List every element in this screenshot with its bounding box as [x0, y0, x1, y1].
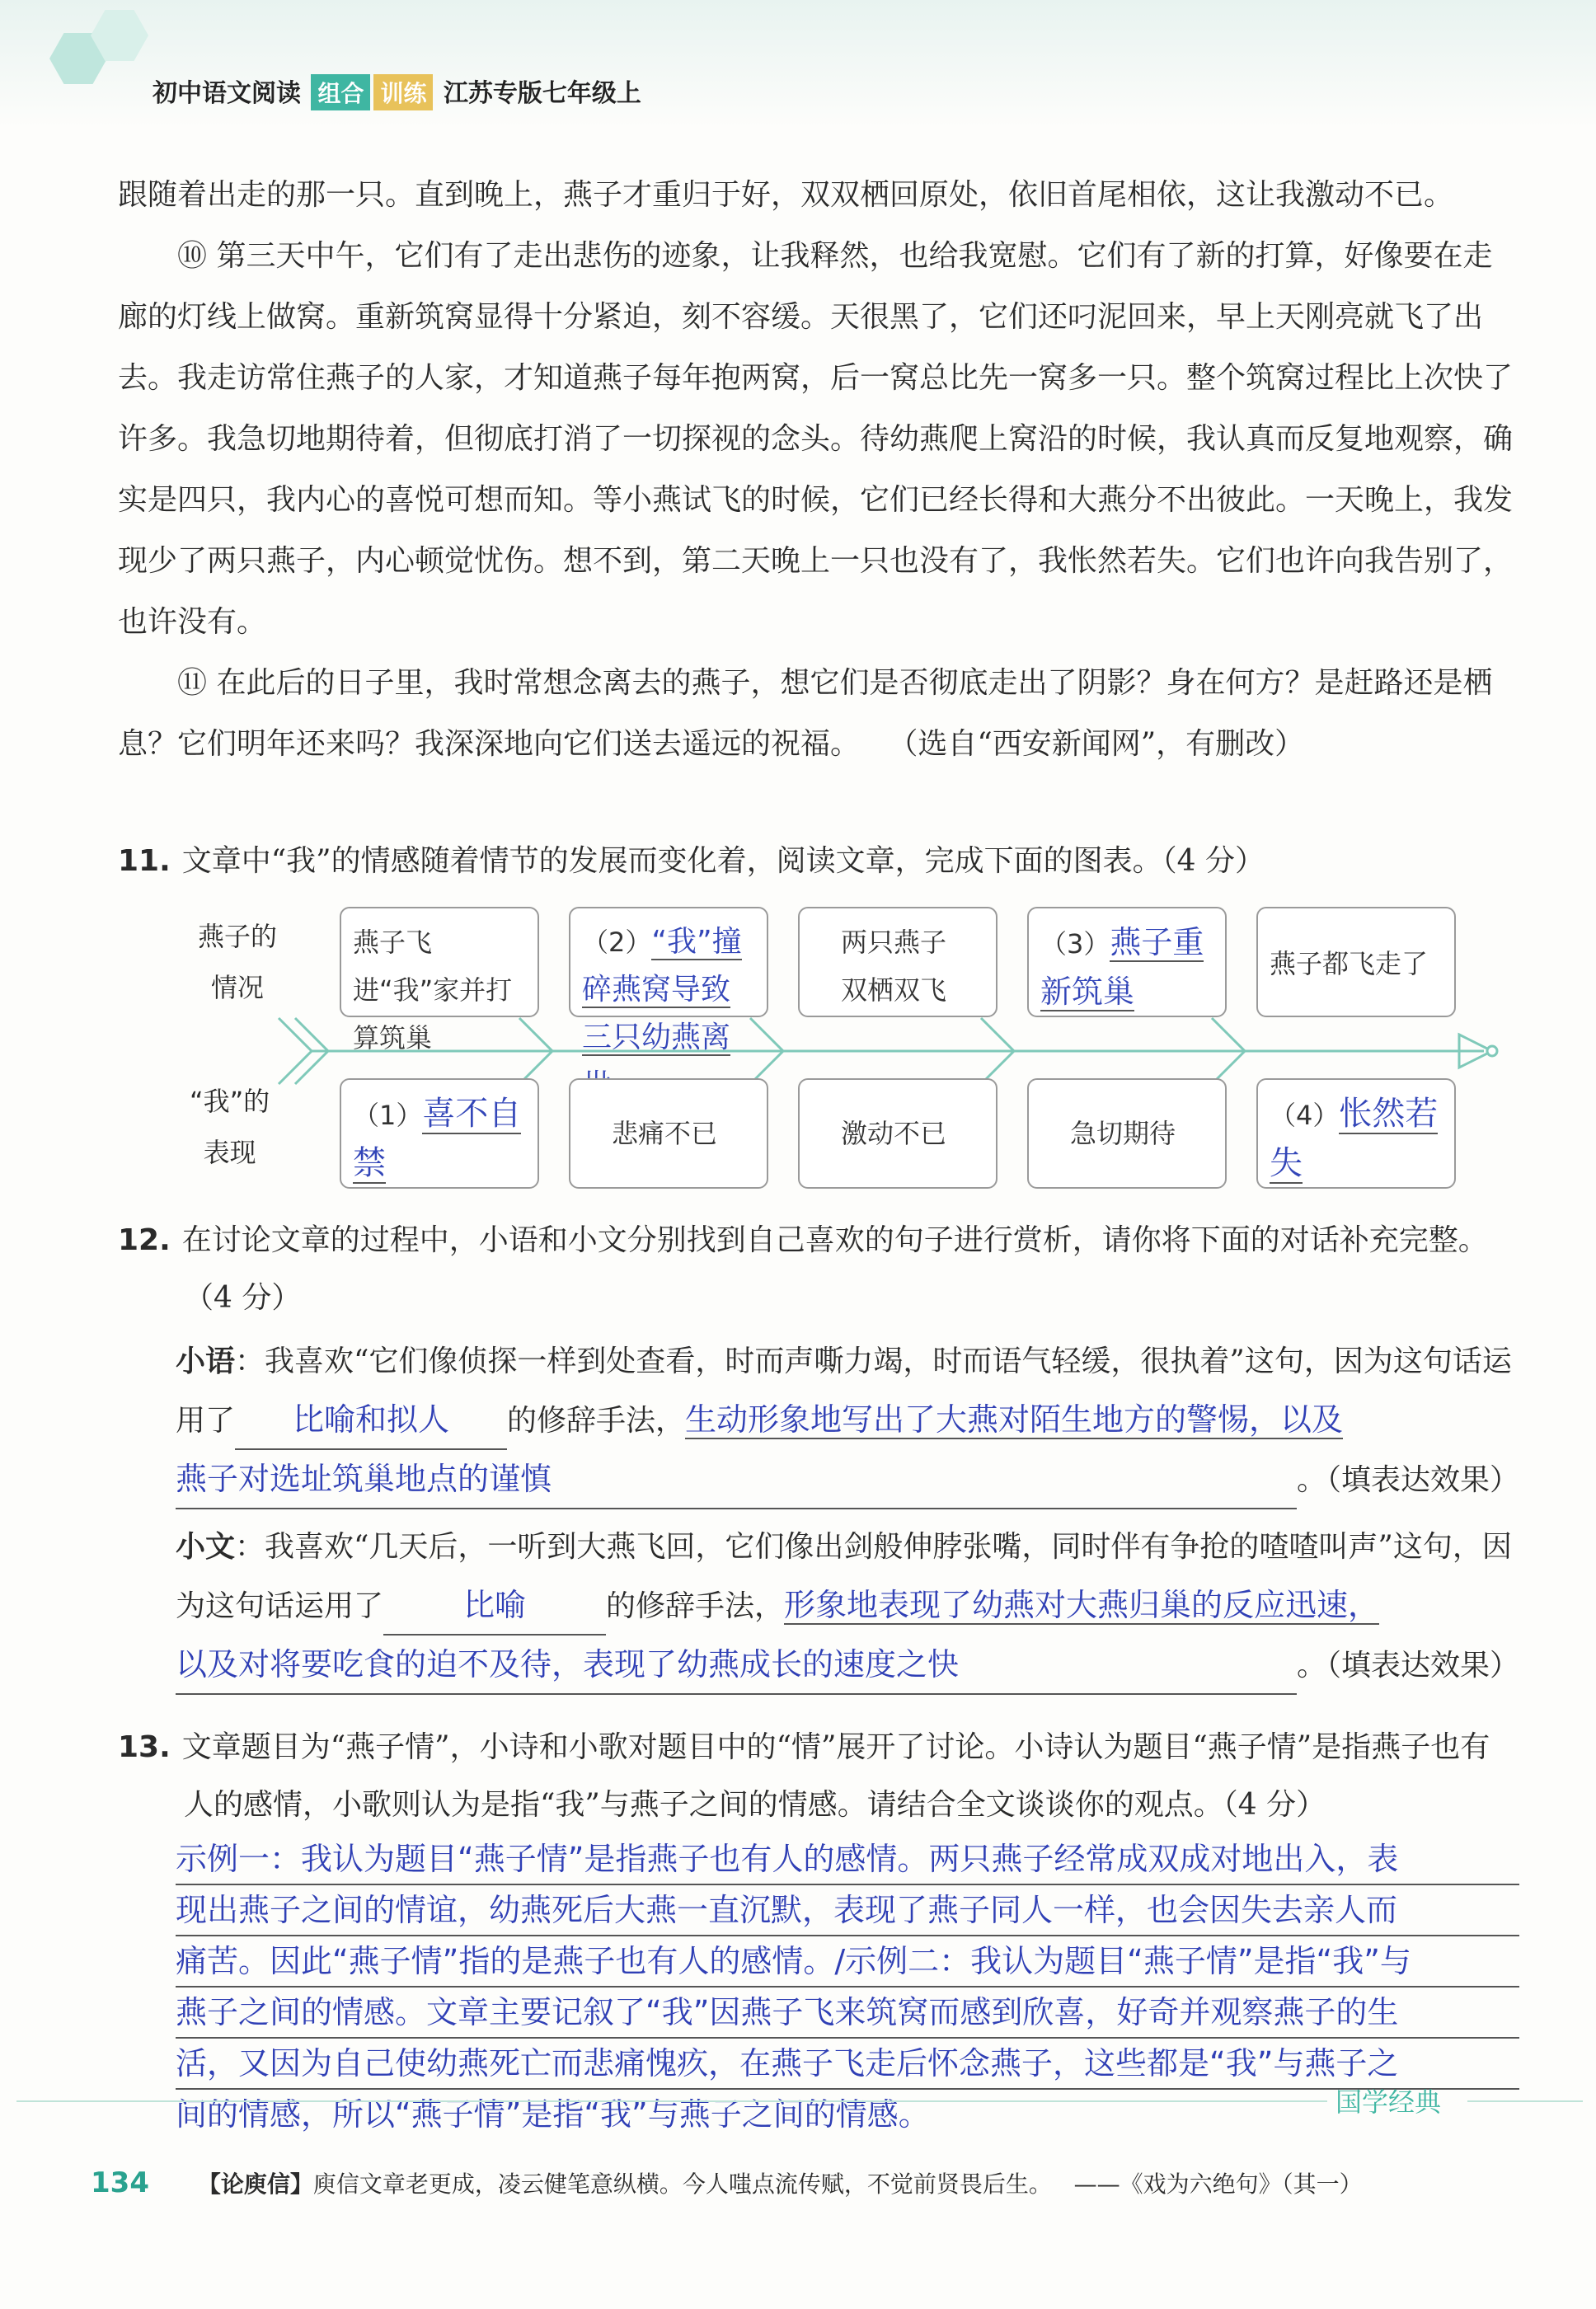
answer-line: 示例一：我认为题目“燕子情”是指燕子也有人的感情。两只燕子经常成双成对地出入，表 — [176, 1834, 1519, 1885]
label-line: 燕子的 — [198, 921, 278, 952]
answer-blank: 生动形象地写出了大燕对陌生地方的警惕，以及 — [685, 1401, 1344, 1438]
handwritten-answer: “我”撞碎燕窝导致三只幼燕离 — [582, 925, 742, 1104]
row-label-reaction — [190, 1076, 270, 1178]
xiaoyu-dialogue — [118, 1332, 1519, 1509]
box-text: 两只燕子双栖双飞 — [841, 927, 947, 1006]
reaction-box-2 — [569, 1078, 768, 1189]
paragraph-continued: 跟随着出走的那一只。直到晚上，燕子才重归于好，双双栖回原处，依旧首尾相依，这让我激动不已。 — [118, 178, 1454, 212]
reaction-box-4 — [1027, 1078, 1227, 1189]
question-text: 文章题目为“燕子情”，小诗和小歌对题目中的“情”展开了讨论。小诗认为题目“燕子情”是指燕子也有人的感情，小歌则认为是指“我”与燕子之间的情感。请结合全文谈谈你的观点。（4 分） — [181, 1730, 1490, 1822]
section-label: 国学经典 — [1335, 2086, 1442, 2118]
dialogue-text: ：我喜欢“它们像侦探一样到处查看，时而声嘶力竭，时而语气轻缓，很执着”这句，因为这句话运用了 — [176, 1345, 1512, 1438]
page-number: 134 — [91, 2166, 149, 2199]
xiaowen-dialogue — [118, 1518, 1519, 1695]
situation-box-3 — [798, 907, 998, 1017]
box-text: 燕子都飞走了 — [1270, 948, 1429, 979]
handwritten-answer: 怅然若失 — [1270, 1095, 1439, 1182]
tag-training: 训练 — [373, 74, 433, 110]
situation-box-4 — [1027, 907, 1227, 1017]
reaction-box-3 — [798, 1078, 998, 1189]
reaction-box-1 — [340, 1078, 539, 1189]
answer-blank: 以及对将要吃食的迫不及待，表现了幼燕成长的速度之快 — [176, 1636, 1297, 1695]
footer-tag: 【论庾信】 — [197, 2171, 313, 2198]
blank-number: （4） — [1270, 1100, 1340, 1131]
dialogue-text: 。（填表达效果） — [1297, 1463, 1520, 1497]
tag-combo: 组合 — [311, 74, 370, 110]
question-number: 11. — [118, 844, 171, 878]
question-13 — [118, 1719, 1519, 2139]
question-text: 文章中“我”的情感随着情节的发展而变化着，阅读文章，完成下面的图表。（4 分） — [181, 844, 1265, 878]
question-text: 在讨论文章的过程中，小语和小文分别找到自己喜欢的句子进行赏析，请你将下面的对话补充完整。（4 分） — [181, 1223, 1488, 1315]
row-label-situation — [198, 911, 277, 1013]
blank-number: （3） — [1040, 928, 1110, 960]
title-edition: 江苏专版七年级上 — [443, 79, 641, 108]
answer-line: 痛苦。因此“燕子情”指的是燕子也有人的感情。/示例二：我认为题目“燕子情”是指“我”与 — [176, 1936, 1519, 1988]
answer-line: 现出燕子之间的情谊，幼燕死后大燕一直沉默，表现了燕子同人一样，也会因失去亲人而 — [176, 1885, 1519, 1936]
footer — [91, 2166, 1509, 2199]
handwritten-answer: 燕子重新筑巢 — [1040, 924, 1204, 1010]
footer-poem: 庾信文章老更成，凌云健笔意纵横。今人嗤点流传赋，不觉前贤畏后生。 — [312, 2171, 1052, 2198]
question-11 — [118, 833, 1519, 890]
divider-line — [16, 2100, 1327, 2102]
dialogue-text: 。（填表达效果） — [1297, 1649, 1520, 1682]
dialogue-text: 的修辞手法， — [507, 1404, 686, 1438]
handwritten-answer: 喜不自禁 — [353, 1095, 522, 1182]
box-text: 悲痛不已 — [612, 1118, 718, 1149]
question-number: 13. — [118, 1730, 171, 1764]
blank-number: （1） — [353, 1100, 423, 1131]
box-text: 燕子飞进“我”家并打算筑巢 — [353, 927, 513, 1054]
question-12 — [118, 1212, 1519, 1695]
q13-answer — [118, 1834, 1519, 2139]
answer-blank: 形象地表现了幼燕对大燕归巢的反应迅速， — [784, 1587, 1380, 1623]
answer-line: 活，又因为自己使幼燕死亡而悲痛愧疚，在燕子飞走后怀念燕子，这些都是“我”与燕子之 — [176, 2039, 1519, 2090]
title-main: 初中语文阅读 — [153, 79, 301, 108]
situation-box-5 — [1256, 907, 1456, 1017]
situation-box-2 — [569, 907, 768, 1054]
dialogue-text: ：我喜欢“几天后，一听到大燕飞回，它们像出剑般伸脖张嘴，同时伴有争抢的喳喳叫声”这句，因为这句话运用了 — [176, 1530, 1512, 1623]
footer-source: ——《戏为六绝句》（其一） — [1073, 2171, 1363, 2198]
speaker-name: 小语 — [176, 1344, 236, 1378]
label-line: 表现 — [203, 1137, 256, 1168]
answer-blank: 比喻和拟人 — [235, 1391, 507, 1450]
passage — [118, 165, 1519, 775]
question-number: 12. — [118, 1223, 171, 1257]
speaker-name: 小文 — [176, 1529, 236, 1564]
box-text: 急切期待 — [1070, 1118, 1176, 1149]
situation-box-1 — [340, 907, 539, 1054]
book-title — [153, 73, 641, 110]
blank-number: （2） — [582, 927, 652, 958]
divider-line — [1467, 2100, 1583, 2102]
box-text: 激动不已 — [841, 1118, 947, 1149]
paragraph-11-text: ⑪ 在此后的日子里，我时常想念离去的燕子，想它们是否彻底走出了阴影？身在何方？是赶路还是栖息？它们明年还来吗？我深深地向它们送去遥远的祝福。 — [118, 666, 1493, 761]
answer-blank: 比喻 — [383, 1576, 606, 1636]
paragraph-10: ⑩ 第三天中午，它们有了走出悲伤的迹象，让我释然，也给我宽慰。它们有了新的打算，好像要在走廊的灯线上做窝。重新筑窝显得十分紧迫，刻不容缓。天很黑了，它们还叼泥回来，早上天刚亮就飞了出去。我走访常住燕子的人家，才知道燕子每年抱两窝，后一窝总比先一窝多一只。整个筑窝过程比上次快了许多。我急切地期待着，但彻底打消了一切探视的念头。待幼燕爬上窝沿的时候，我认真而反复地观察，确实是四只，我内心的喜悦可想而知。等小燕试飞的时候，它们已经长得和大燕分不出彼此。一天晚上，我发现少了两只燕子，内心顿觉忧伤。想不到，第二天晚上一只也没有了，我怅然若失。它们也许向我告别了，也许没有。 — [118, 239, 1514, 639]
answer-line: 间的情感，所以“燕子情”是指“我”与燕子之间的情感。 — [176, 2096, 930, 2133]
answer-blank: 燕子对选址筑巢地点的谨慎 — [176, 1450, 1297, 1509]
label-line: 情况 — [211, 972, 265, 1003]
dialogue-text: 的修辞手法， — [606, 1589, 785, 1623]
reaction-box-5 — [1256, 1078, 1456, 1189]
source-note: （选自“西安新闻网”，有删改） — [888, 727, 1305, 761]
paragraph-11 — [118, 653, 1519, 775]
answer-line: 燕子之间的情感。文章主要记叙了“我”因燕子飞来筑窝而感到欣喜，好奇并观察燕子的生 — [176, 1988, 1519, 2039]
label-line: “我”的 — [190, 1086, 270, 1117]
